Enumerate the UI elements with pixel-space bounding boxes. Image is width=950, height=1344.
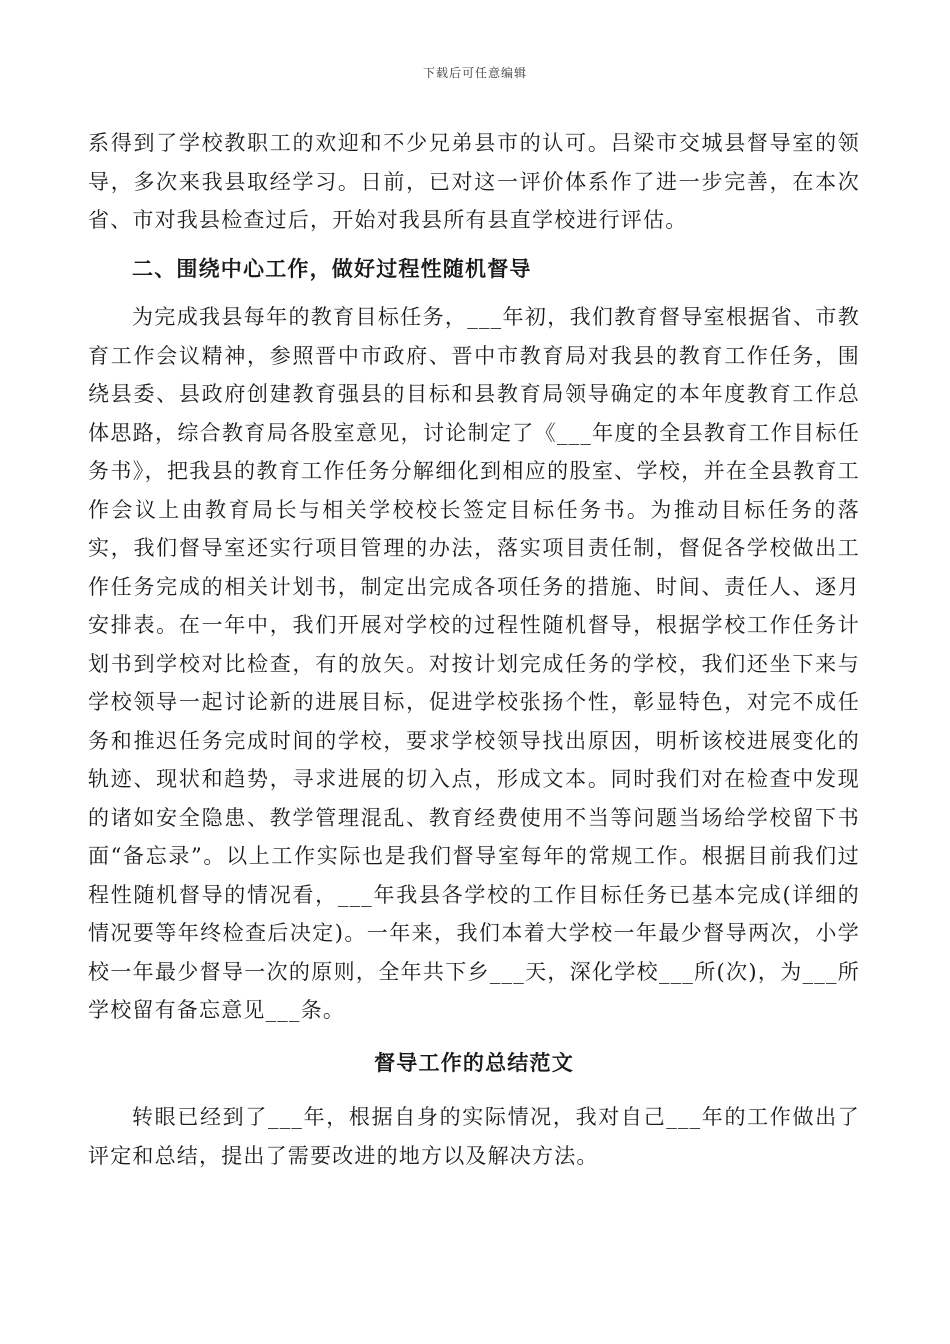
paragraph-continuation: 系得到了学校教职工的欢迎和不少兄弟县市的认可。吕梁市交城县督导室的领导，多次来我县取经学习。日前，已对这一评价体系作了进一步完善，在本次省、市对我县检查过后，开始对我县所有县直学校进行评估。 [88, 131, 860, 232]
document-title: 督导工作的总结范文 [374, 1049, 574, 1075]
header-note: 下载后可任意编辑 [422, 66, 527, 80]
section-heading: 二、围绕中心工作，做好过程性随机督导 [132, 255, 532, 281]
paragraph-supervision: 为完成我县每年的教育目标任务，___年初，我们教育督导室根据省、市教育工作会议精神，参照晋中市政府、晋中市教育局对我县的教育工作任务，围绕县委、县政府创建教育强县的目标和县教育局领导确定的本年度教育工作总体思路，综合教育局各股室意见，讨论制定了《___年度的全县教育工作目标任务书》，把我县的教育工作任务分解细化到相应的股室、学校，并在全县教育工作会议上由教育局长与相关学校校长签定目标任务书。为推动目标任务的落实，我们督导室还实行项目管理的办法，落实项目责任制，督促各学校做出工作任务完成的相关计划书，制定出完成各项任务的措施、时间、责任人、逐月安排表。在一年中，我们开展对学校的过程性随机督导，根据学校工作任务计划书到学校对比检查，有的放矢。对按计划完成任务的学校，我们还坐下来与学校领导一起讨论新的进展目标，促进学校张扬个性，彰显特色，对完不成任务和推迟任务完成时间的学校，要求学校领导找出原因，明析该校进展变化的轨迹、现状和趋势，寻求进展的切入点，形成文本。同时我们对在检查中发现的诸如安全隐患、教学管理混乱、教育经费使用不当等问题当场给学校留下书面“备忘录”。以上工作实际也是我们督导室每年的常规工作。根据目前我们过程性随机督导的情况看，___年我县各学校的工作目标任务已基本完成(详细的情况要等年终检查后决定)。一年来，我们本着大学校一年最少督导两次，小学校一年最少督导一次的原则，全年共下乡___天，深化学校___所(次)，为___所学校留有备忘意见___条。 [88, 305, 860, 1022]
paragraph-intro: 转眼已经到了___年，根据自身的实际情况，我对自己___年的工作做出了评定和总结，提出了需要改进的地方以及解决方法。 [88, 1105, 860, 1168]
document-body [88, 124, 860, 1175]
